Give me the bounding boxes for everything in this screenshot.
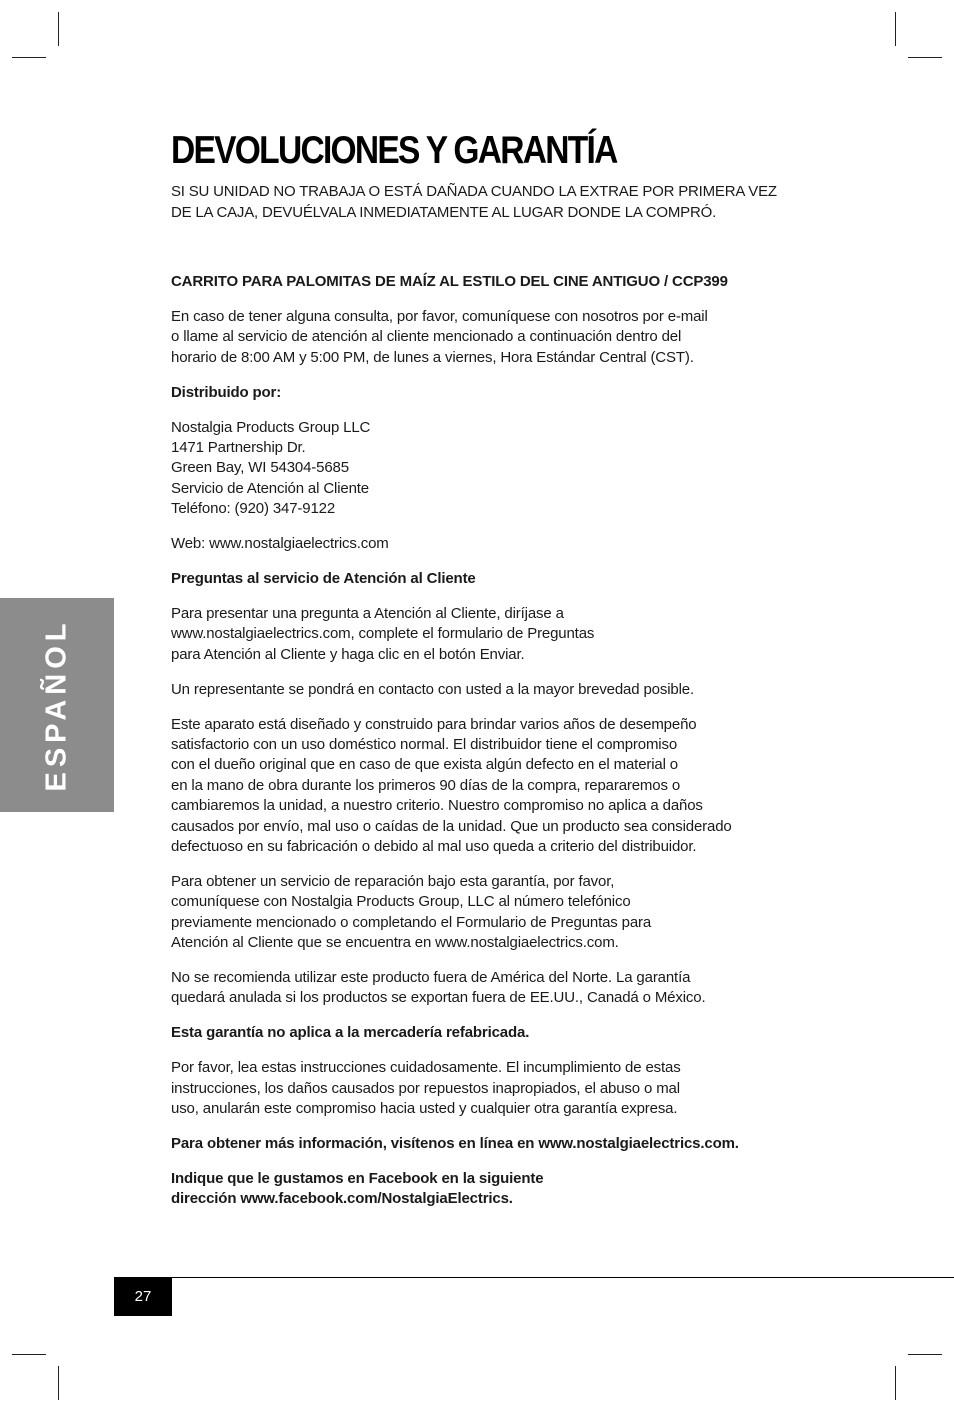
distributor-address bbox=[171, 418, 811, 520]
text-line: con el dueño original que en caso de que exista algún defecto en el material o bbox=[171, 756, 678, 774]
language-side-tab bbox=[0, 598, 114, 812]
text-line: Atención al Cliente que se encuentra en www.nostalgiaelectrics.com. bbox=[171, 934, 619, 952]
text-line: En caso de tener alguna consulta, por favor, comuníquese con nosotros por e-mail bbox=[171, 307, 708, 325]
contact-paragraph bbox=[171, 307, 811, 368]
crop-mark bbox=[58, 1366, 59, 1400]
text-line: Para obtener un servicio de reparación bajo esta garantía, por favor, bbox=[171, 872, 615, 890]
text-line: comuníquese con Nostalgia Products Group, LLC al número telefónico bbox=[171, 893, 631, 911]
text-line: en la mano de obra durante los primeros 90 días de la compra, repararemos o bbox=[171, 776, 681, 794]
instructions-paragraph bbox=[171, 1058, 811, 1119]
refurbished-note: Esta garantía no aplica a la mercadería refabricada. bbox=[171, 1024, 530, 1042]
text-line: horario de 8:00 AM y 5:00 PM, de lunes a viernes, Hora Estándar Central (CST). bbox=[171, 348, 694, 366]
phone-line: Teléfono: (920) 347-9122 bbox=[171, 500, 336, 518]
text-line: previamente mencionado o completando el Formulario de Preguntas para bbox=[171, 913, 652, 931]
text-line: Para presentar una pregunta a Atención al Cliente, diríjase a bbox=[171, 604, 564, 622]
more-info-line: Para obtener más información, visítenos en línea en www.nostalgiaelectrics.com. bbox=[171, 1134, 739, 1152]
crop-mark bbox=[908, 1354, 942, 1355]
address-line: 1471 Partnership Dr. bbox=[171, 438, 306, 456]
intro-notice bbox=[171, 182, 811, 223]
text-line: uso, anularán este compromiso hacia usted y cualquier otra garantía expresa. bbox=[171, 1100, 678, 1117]
intro-line: SI SU UNIDAD NO TRABAJA O ESTÁ DAÑADA CUANDO LA EXTRAE POR PRIMERA VEZ bbox=[171, 183, 777, 200]
footer-rule bbox=[114, 1277, 954, 1278]
crop-mark bbox=[895, 1366, 896, 1400]
repair-paragraph bbox=[171, 872, 811, 954]
text-line: www.nostalgiaelectrics.com, complete el formulario de Preguntas bbox=[171, 625, 595, 643]
address-line: Nostalgia Products Group LLC bbox=[171, 418, 371, 436]
facebook-paragraph bbox=[171, 1169, 811, 1210]
text-line: cambiaremos la unidad, a nuestro criterio. Nuestro compromiso no aplica a daños bbox=[171, 797, 703, 815]
warranty-paragraph bbox=[171, 715, 811, 858]
page-title: DEVOLUCIONES Y GARANTÍA bbox=[171, 129, 617, 172]
text-line: defectuoso en su fabricación o debido al mal uso queda a criterio del distribuidor. bbox=[171, 837, 697, 855]
crop-mark bbox=[908, 57, 942, 58]
language-label: ESPAÑOL bbox=[40, 618, 73, 792]
intro-line: DE LA CAJA, DEVUÉLVALA INMEDIATAMENTE AL LUGAR DONDE LA COMPRÓ. bbox=[171, 203, 717, 221]
north-america-paragraph bbox=[171, 968, 811, 1009]
web-address: Web: www.nostalgiaelectrics.com bbox=[171, 535, 389, 553]
text-line: causados por envío, mal uso o caídas de la unidad. Que un producto sea considerado bbox=[171, 817, 732, 835]
text-line: Por favor, lea estas instrucciones cuidadosamente. El incumplimiento de estas bbox=[171, 1059, 681, 1077]
text-line: o llame al servicio de atención al cliente mencionado a continuación dentro del bbox=[171, 328, 682, 346]
questions-paragraph bbox=[171, 604, 811, 665]
crop-mark bbox=[58, 12, 59, 46]
text-line: quedará anulada si los productos se exportan fuera de EE.UU., Canadá o México. bbox=[171, 989, 706, 1007]
address-line: Green Bay, WI 54304-5685 bbox=[171, 459, 349, 477]
distributed-label: Distribuido por: bbox=[171, 383, 282, 401]
text-line: instrucciones, los daños causados por repuestos inapropiados, el abuso o mal bbox=[171, 1079, 680, 1097]
text-line: No se recomienda utilizar este producto fuera de América del Norte. La garantía bbox=[171, 968, 691, 986]
crop-mark bbox=[12, 57, 46, 58]
text-line: Indique que le gustamos en Facebook en la siguiente bbox=[171, 1169, 544, 1187]
page-number: 27 bbox=[114, 1278, 172, 1316]
text-line: para Atención al Cliente y haga clic en el botón Enviar. bbox=[171, 645, 525, 663]
crop-mark bbox=[12, 1354, 46, 1355]
page-content bbox=[171, 128, 811, 1224]
text-line: satisfactorio con un uso doméstico normal. El distribuidor tiene el compromiso bbox=[171, 735, 678, 753]
representative-paragraph: Un representante se pondrá en contacto con usted a la mayor brevedad posible. bbox=[171, 680, 694, 698]
product-heading: CARRITO PARA PALOMITAS DE MAÍZ AL ESTILO DEL CINE ANTIGUO / CCP399 bbox=[171, 273, 728, 290]
text-line: Este aparato está diseñado y construido para brindar varios años de desempeño bbox=[171, 715, 697, 733]
questions-heading: Preguntas al servicio de Atención al Cliente bbox=[171, 569, 476, 587]
address-line: Servicio de Atención al Cliente bbox=[171, 479, 369, 497]
text-line: dirección www.facebook.com/NostalgiaElectrics. bbox=[171, 1190, 513, 1208]
crop-mark bbox=[895, 12, 896, 46]
